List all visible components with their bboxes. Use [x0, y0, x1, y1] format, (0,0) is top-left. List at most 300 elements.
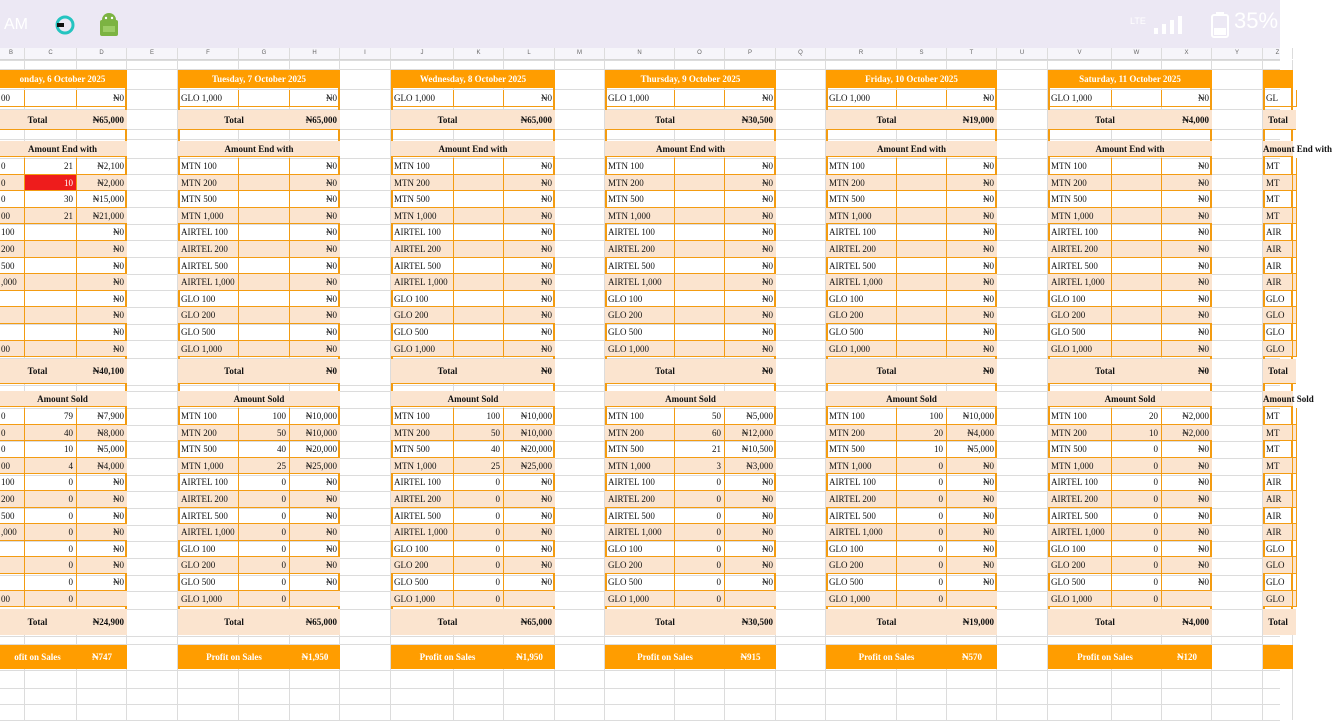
total-label[interactable]: Total	[391, 359, 504, 384]
item-name-cell[interactable]: GLO 500	[391, 324, 454, 341]
item-name-cell[interactable]: GLO 500	[178, 574, 239, 591]
quantity-cell[interactable]	[239, 324, 290, 341]
amount-cell[interactable]: ₦0	[725, 474, 776, 491]
total-value[interactable]: ₦4,000	[1162, 609, 1212, 635]
quantity-cell[interactable]	[675, 175, 725, 192]
item-name-cell[interactable]: GLO 200	[826, 557, 897, 574]
quantity-cell[interactable]	[454, 208, 504, 225]
quantity-cell[interactable]: 0	[897, 508, 947, 525]
item-name-cell[interactable]: AIRTEL 200	[391, 491, 454, 508]
total-value[interactable]: ₦30,500	[725, 110, 776, 130]
item-name-cell[interactable]: AIR	[1263, 491, 1293, 508]
item-name-cell[interactable]: AIRTEL 500	[605, 258, 675, 275]
amount-cell[interactable]: ₦0	[504, 258, 555, 275]
amount-cell[interactable]: ₦0	[290, 524, 340, 541]
amount-cell[interactable]: ₦0	[77, 474, 127, 491]
quantity-cell[interactable]: 0	[1112, 458, 1162, 475]
amount-cell[interactable]: ₦0	[504, 191, 555, 208]
amount-cell[interactable]: ₦10,000	[504, 425, 555, 442]
quantity-cell[interactable]: 0	[454, 491, 504, 508]
amount-cell[interactable]: ₦0	[1162, 191, 1212, 208]
amount-cell[interactable]: ₦0	[725, 574, 776, 591]
total-label[interactable]: Total	[0, 110, 77, 130]
item-name-cell[interactable]: MTN 500	[605, 191, 675, 208]
amount-cell[interactable]: ₦0	[1162, 208, 1212, 225]
amount-cell[interactable]: ₦0	[947, 557, 997, 574]
item-name-cell[interactable]: GLO 100	[178, 291, 239, 308]
total-label[interactable]: Total	[605, 359, 725, 384]
quantity-cell[interactable]	[239, 258, 290, 275]
column-letter-d[interactable]: D	[77, 48, 127, 59]
amount-cell[interactable]: ₦0	[1162, 574, 1212, 591]
quantity-cell[interactable]	[25, 324, 77, 341]
amount-cell[interactable]: ₦7,900	[77, 408, 127, 425]
quantity-cell[interactable]	[25, 341, 77, 358]
amount-cell[interactable]: ₦0	[1162, 158, 1212, 175]
quantity-cell[interactable]	[454, 307, 504, 324]
quantity-cell[interactable]	[1112, 307, 1162, 324]
section-header-amount-sold[interactable]: Amount Sold	[1263, 391, 1293, 407]
section-header-amount-end-with[interactable]: Amount End with	[605, 141, 776, 157]
total-value[interactable]: ₦19,000	[947, 609, 997, 635]
profit-on-sales-value[interactable]: ₦915	[725, 645, 776, 669]
quantity-cell[interactable]: 0	[1112, 524, 1162, 541]
quantity-cell[interactable]	[239, 307, 290, 324]
item-name-cell[interactable]: 0	[0, 408, 25, 425]
quantity-cell[interactable]: 10	[897, 441, 947, 458]
total-value[interactable]: ₦24,900	[77, 609, 127, 635]
item-name-cell[interactable]: MT	[1263, 458, 1293, 475]
quantity-cell[interactable]: 21	[675, 441, 725, 458]
amount-cell[interactable]	[1293, 191, 1296, 208]
amount-cell[interactable]: ₦0	[725, 175, 776, 192]
item-name-cell[interactable]: GL	[1263, 90, 1293, 107]
total-value[interactable]: ₦40,100	[77, 359, 127, 384]
total-label[interactable]: Total	[605, 609, 725, 635]
quantity-cell[interactable]	[897, 241, 947, 258]
item-name-cell[interactable]: AIRTEL 500	[826, 258, 897, 275]
amount-cell[interactable]	[1293, 208, 1296, 225]
quantity-cell[interactable]: 4	[25, 458, 77, 475]
amount-cell[interactable]: ₦0	[504, 574, 555, 591]
item-name-cell[interactable]: AIR	[1263, 474, 1293, 491]
amount-cell[interactable]: ₦12,000	[725, 425, 776, 442]
amount-cell[interactable]: ₦0	[77, 291, 127, 308]
amount-cell[interactable]: ₦0	[1162, 175, 1212, 192]
item-name-cell[interactable]: MTN 1,000	[391, 208, 454, 225]
total-value[interactable]: ₦0	[725, 359, 776, 384]
amount-cell[interactable]	[504, 591, 555, 608]
item-name-cell[interactable]: MTN 100	[391, 408, 454, 425]
amount-cell[interactable]	[1293, 508, 1296, 525]
item-name-cell[interactable]: 500	[0, 508, 25, 525]
quantity-cell[interactable]	[897, 90, 947, 107]
item-name-cell[interactable]: GLO 1,000	[178, 591, 239, 608]
quantity-cell[interactable]: 0	[454, 541, 504, 558]
amount-cell[interactable]: ₦0	[1162, 291, 1212, 308]
amount-cell[interactable]: ₦0	[290, 341, 340, 358]
item-name-cell[interactable]: MTN 500	[178, 191, 239, 208]
amount-cell[interactable]: ₦0	[947, 191, 997, 208]
item-name-cell[interactable]: GLO 100	[178, 541, 239, 558]
amount-cell[interactable]: ₦10,000	[504, 408, 555, 425]
quantity-cell[interactable]: 0	[1112, 557, 1162, 574]
item-name-cell[interactable]: MTN 1,000	[605, 458, 675, 475]
item-name-cell[interactable]: AIRTEL 500	[391, 258, 454, 275]
item-name-cell[interactable]: GLO 200	[391, 307, 454, 324]
amount-cell[interactable]: ₦0	[947, 474, 997, 491]
item-name-cell[interactable]: 00	[0, 591, 25, 608]
column-letter-i[interactable]: I	[340, 48, 391, 59]
item-name-cell[interactable]: AIRTEL 100	[178, 224, 239, 241]
amount-cell[interactable]: ₦0	[1162, 524, 1212, 541]
quantity-cell[interactable]	[675, 241, 725, 258]
item-name-cell[interactable]: GLO 200	[826, 307, 897, 324]
item-name-cell[interactable]: AIR	[1263, 241, 1293, 258]
total-value[interactable]: ₦65,000	[290, 609, 340, 635]
amount-cell[interactable]	[1293, 291, 1296, 308]
day-title[interactable]: Tuesday, 7 October 2025	[178, 70, 340, 88]
item-name-cell[interactable]: 200	[0, 241, 25, 258]
quantity-cell[interactable]: 0	[239, 541, 290, 558]
item-name-cell[interactable]: GLO	[1263, 341, 1293, 358]
total-label[interactable]: Total	[1263, 359, 1293, 384]
quantity-cell[interactable]	[239, 208, 290, 225]
quantity-cell[interactable]	[675, 291, 725, 308]
quantity-cell[interactable]	[25, 274, 77, 291]
quantity-cell[interactable]: 50	[239, 425, 290, 442]
amount-cell[interactable]: ₦0	[947, 175, 997, 192]
quantity-cell[interactable]: 25	[454, 458, 504, 475]
profit-on-sales-value[interactable]: ₦1,950	[504, 645, 555, 669]
item-name-cell[interactable]: AIRTEL 500	[1048, 258, 1112, 275]
amount-cell[interactable]: ₦0	[504, 274, 555, 291]
item-name-cell[interactable]: MTN 200	[178, 175, 239, 192]
item-name-cell[interactable]: GLO 1,000	[391, 341, 454, 358]
item-name-cell[interactable]: GLO 500	[605, 324, 675, 341]
item-name-cell[interactable]: AIRTEL 100	[391, 224, 454, 241]
quantity-cell[interactable]: 0	[25, 508, 77, 525]
column-letter-k[interactable]: K	[454, 48, 504, 59]
amount-cell[interactable]	[1293, 324, 1296, 341]
item-name-cell[interactable]: MTN 100	[826, 408, 897, 425]
quantity-cell[interactable]: 0	[239, 557, 290, 574]
item-name-cell[interactable]: AIRTEL 1,000	[178, 274, 239, 291]
amount-cell[interactable]: ₦20,000	[504, 441, 555, 458]
amount-cell[interactable]: ₦10,000	[290, 425, 340, 442]
profit-on-sales-value[interactable]: ₦570	[947, 645, 997, 669]
profit-on-sales-label[interactable]	[1263, 645, 1293, 669]
section-header-amount-end-with[interactable]: Amount End with	[1048, 141, 1212, 157]
item-name-cell[interactable]	[0, 324, 25, 341]
item-name-cell[interactable]: AIRTEL 1,000	[391, 274, 454, 291]
amount-cell[interactable]: ₦0	[1162, 274, 1212, 291]
amount-cell[interactable]: ₦0	[290, 541, 340, 558]
amount-cell[interactable]	[1293, 408, 1296, 425]
amount-cell[interactable]: ₦0	[504, 508, 555, 525]
amount-cell[interactable]	[1293, 591, 1296, 608]
amount-cell[interactable]: ₦0	[1162, 441, 1212, 458]
amount-cell[interactable]: ₦0	[290, 274, 340, 291]
quantity-cell[interactable]	[239, 158, 290, 175]
amount-cell[interactable]: ₦0	[290, 307, 340, 324]
quantity-cell[interactable]	[675, 324, 725, 341]
quantity-cell[interactable]: 50	[675, 408, 725, 425]
total-value[interactable]	[1293, 359, 1296, 384]
amount-cell[interactable]: ₦0	[947, 574, 997, 591]
column-letter-b[interactable]: B	[0, 48, 25, 59]
quantity-cell[interactable]: 0	[454, 474, 504, 491]
item-name-cell[interactable]: GLO 1,000	[826, 341, 897, 358]
total-value[interactable]: ₦65,000	[504, 110, 555, 130]
amount-cell[interactable]: ₦4,000	[947, 425, 997, 442]
amount-cell[interactable]: ₦0	[290, 208, 340, 225]
quantity-cell[interactable]	[239, 175, 290, 192]
total-value[interactable]: ₦65,000	[77, 110, 127, 130]
item-name-cell[interactable]: GLO 1,000	[1048, 341, 1112, 358]
amount-cell[interactable]: ₦0	[504, 208, 555, 225]
item-name-cell[interactable]: 0	[0, 441, 25, 458]
amount-cell[interactable]: ₦0	[290, 291, 340, 308]
quantity-cell[interactable]	[25, 291, 77, 308]
amount-cell[interactable]: ₦0	[77, 491, 127, 508]
amount-cell[interactable]: ₦0	[504, 224, 555, 241]
quantity-cell[interactable]	[454, 291, 504, 308]
amount-cell[interactable]: ₦0	[947, 158, 997, 175]
quantity-cell[interactable]	[897, 191, 947, 208]
item-name-cell[interactable]: AIRTEL 100	[1048, 224, 1112, 241]
item-name-cell[interactable]: 500	[0, 258, 25, 275]
quantity-cell[interactable]	[897, 291, 947, 308]
quantity-cell[interactable]	[25, 307, 77, 324]
quantity-cell[interactable]	[675, 274, 725, 291]
item-name-cell[interactable]: MTN 1,000	[178, 208, 239, 225]
total-label[interactable]: Total	[0, 609, 77, 635]
quantity-cell[interactable]: 0	[675, 557, 725, 574]
amount-cell[interactable]: ₦25,000	[290, 458, 340, 475]
amount-cell[interactable]	[1293, 341, 1296, 358]
quantity-cell[interactable]: 0	[675, 541, 725, 558]
item-name-cell[interactable]: MTN 1,000	[391, 458, 454, 475]
quantity-cell[interactable]	[897, 324, 947, 341]
amount-cell[interactable]: ₦0	[1162, 508, 1212, 525]
quantity-cell[interactable]: 0	[1112, 541, 1162, 558]
item-name-cell[interactable]: 00	[0, 341, 25, 358]
column-letter-q[interactable]: Q	[776, 48, 826, 59]
amount-cell[interactable]: ₦0	[290, 158, 340, 175]
item-name-cell[interactable]: AIRTEL 100	[391, 474, 454, 491]
item-name-cell[interactable]: GLO 500	[178, 324, 239, 341]
item-name-cell[interactable]: AIRTEL 100	[605, 224, 675, 241]
quantity-cell[interactable]	[454, 158, 504, 175]
quantity-cell[interactable]	[675, 90, 725, 107]
item-name-cell[interactable]: MT	[1263, 208, 1293, 225]
item-name-cell[interactable]: MT	[1263, 441, 1293, 458]
column-letter-x[interactable]: X	[1162, 48, 1212, 59]
amount-cell[interactable]: ₦0	[947, 258, 997, 275]
quantity-cell[interactable]	[1112, 241, 1162, 258]
quantity-cell[interactable]: 50	[454, 425, 504, 442]
amount-cell[interactable]: ₦5,000	[77, 441, 127, 458]
quantity-cell[interactable]: 100	[454, 408, 504, 425]
item-name-cell[interactable]: GLO 500	[1048, 574, 1112, 591]
amount-cell[interactable]: ₦0	[947, 458, 997, 475]
item-name-cell[interactable]: MTN 1,000	[826, 208, 897, 225]
quantity-cell[interactable]	[897, 175, 947, 192]
item-name-cell[interactable]: AIRTEL 100	[826, 224, 897, 241]
item-name-cell[interactable]: GLO	[1263, 591, 1293, 608]
item-name-cell[interactable]: MTN 200	[1048, 175, 1112, 192]
item-name-cell[interactable]: GLO 100	[605, 291, 675, 308]
item-name-cell[interactable]: MTN 500	[605, 441, 675, 458]
quantity-cell[interactable]: 0	[1112, 574, 1162, 591]
column-letter-o[interactable]: O	[675, 48, 725, 59]
quantity-cell[interactable]	[1112, 291, 1162, 308]
quantity-cell[interactable]	[239, 274, 290, 291]
item-name-cell[interactable]: MT	[1263, 425, 1293, 442]
amount-cell[interactable]	[1293, 557, 1296, 574]
item-name-cell[interactable]	[0, 557, 25, 574]
amount-cell[interactable]: ₦3,000	[725, 458, 776, 475]
amount-cell[interactable]: ₦0	[947, 491, 997, 508]
section-header-amount-sold[interactable]: Amount Sold	[0, 391, 127, 407]
quantity-cell[interactable]: 0	[897, 474, 947, 491]
item-name-cell[interactable]: MTN 100	[1048, 408, 1112, 425]
item-name-cell[interactable]: MTN 500	[826, 191, 897, 208]
quantity-cell[interactable]: 0	[25, 491, 77, 508]
total-label[interactable]: Total	[391, 110, 504, 130]
item-name-cell[interactable]: MTN 100	[826, 158, 897, 175]
column-letter-s[interactable]: S	[897, 48, 947, 59]
total-value[interactable]: ₦65,000	[290, 110, 340, 130]
amount-cell[interactable]	[1293, 458, 1296, 475]
item-name-cell[interactable]: MTN 200	[391, 175, 454, 192]
total-value[interactable]	[1293, 110, 1296, 130]
amount-cell[interactable]: ₦0	[947, 508, 997, 525]
amount-cell[interactable]: ₦15,000	[77, 191, 127, 208]
amount-cell[interactable]: ₦0	[947, 324, 997, 341]
quantity-cell[interactable]	[454, 90, 504, 107]
item-name-cell[interactable]: MTN 200	[826, 425, 897, 442]
item-name-cell[interactable]: AIR	[1263, 258, 1293, 275]
amount-cell[interactable]: ₦21,000	[77, 208, 127, 225]
column-letter-c[interactable]: C	[25, 48, 77, 59]
item-name-cell[interactable]: AIRTEL 1,000	[826, 274, 897, 291]
item-name-cell[interactable]: GLO	[1263, 291, 1293, 308]
amount-cell[interactable]: ₦0	[290, 574, 340, 591]
item-name-cell[interactable]: MTN 500	[1048, 191, 1112, 208]
column-letter-f[interactable]: F	[178, 48, 239, 59]
quantity-cell[interactable]	[1112, 158, 1162, 175]
quantity-cell[interactable]: 0	[897, 591, 947, 608]
total-value[interactable]	[1293, 609, 1296, 635]
amount-cell[interactable]	[1162, 591, 1212, 608]
quantity-cell[interactable]: 0	[675, 491, 725, 508]
amount-cell[interactable]: ₦0	[947, 541, 997, 558]
amount-cell[interactable]: ₦0	[1162, 541, 1212, 558]
amount-cell[interactable]: ₦0	[1162, 341, 1212, 358]
quantity-cell[interactable]: 0	[1112, 474, 1162, 491]
quantity-cell[interactable]: 0	[897, 491, 947, 508]
quantity-cell[interactable]: 10	[25, 441, 77, 458]
quantity-cell[interactable]: 100	[239, 408, 290, 425]
day-title[interactable]: Saturday, 11 October 2025	[1048, 70, 1212, 88]
amount-cell[interactable]: ₦0	[947, 90, 997, 107]
profit-on-sales-value[interactable]: ₦747	[77, 645, 127, 669]
quantity-cell[interactable]: 20	[1112, 408, 1162, 425]
column-letter-e[interactable]: E	[127, 48, 178, 59]
total-label[interactable]: Total	[178, 359, 290, 384]
amount-cell[interactable]	[1293, 224, 1296, 241]
profit-on-sales-label[interactable]: Profit on Sales	[178, 645, 290, 669]
amount-cell[interactable]: ₦0	[77, 557, 127, 574]
item-name-cell[interactable]: GLO 200	[178, 557, 239, 574]
quantity-cell[interactable]	[454, 341, 504, 358]
item-name-cell[interactable]: MT	[1263, 191, 1293, 208]
amount-cell[interactable]: ₦5,000	[947, 441, 997, 458]
amount-cell[interactable]: ₦0	[725, 491, 776, 508]
amount-cell[interactable]: ₦0	[77, 324, 127, 341]
quantity-cell[interactable]	[239, 341, 290, 358]
amount-cell[interactable]: ₦0	[290, 491, 340, 508]
item-name-cell[interactable]: AIRTEL 500	[178, 258, 239, 275]
item-name-cell[interactable]: GLO 100	[391, 291, 454, 308]
amount-cell[interactable]: ₦0	[77, 258, 127, 275]
amount-cell[interactable]: ₦0	[504, 474, 555, 491]
quantity-cell[interactable]	[1112, 208, 1162, 225]
amount-cell[interactable]: ₦10,000	[290, 408, 340, 425]
item-name-cell[interactable]: MTN 100	[391, 158, 454, 175]
amount-cell[interactable]: ₦0	[725, 90, 776, 107]
item-name-cell[interactable]: GLO 500	[1048, 324, 1112, 341]
amount-cell[interactable]	[1293, 241, 1296, 258]
item-name-cell[interactable]: AIRTEL 500	[391, 508, 454, 525]
item-name-cell[interactable]: MTN 100	[605, 408, 675, 425]
item-name-cell[interactable]: 0	[0, 175, 25, 192]
amount-cell[interactable]: ₦0	[290, 191, 340, 208]
quantity-cell[interactable]	[239, 241, 290, 258]
item-name-cell[interactable]: AIRTEL 1,000	[605, 524, 675, 541]
amount-cell[interactable]: ₦0	[725, 341, 776, 358]
quantity-cell[interactable]	[1112, 274, 1162, 291]
item-name-cell[interactable]: AIR	[1263, 524, 1293, 541]
item-name-cell[interactable]: AIRTEL 200	[178, 491, 239, 508]
total-value[interactable]: ₦0	[947, 359, 997, 384]
total-label[interactable]: Total	[1263, 110, 1293, 130]
amount-cell[interactable]: ₦0	[504, 175, 555, 192]
quantity-cell[interactable]	[239, 90, 290, 107]
item-name-cell[interactable]: AIRTEL 200	[178, 241, 239, 258]
section-header-amount-end-with[interactable]: Amount End with	[1263, 141, 1293, 157]
section-header-amount-sold[interactable]: Amount Sold	[391, 391, 555, 407]
item-name-cell[interactable]: MTN 200	[1048, 425, 1112, 442]
profit-on-sales-label[interactable]: Profit on Sales	[605, 645, 725, 669]
amount-cell[interactable]: ₦2,000	[77, 175, 127, 192]
item-name-cell[interactable]: MT	[1263, 158, 1293, 175]
quantity-cell[interactable]: 0	[25, 591, 77, 608]
quantity-cell[interactable]: 0	[897, 458, 947, 475]
amount-cell[interactable]: ₦0	[947, 208, 997, 225]
total-label[interactable]: Total	[1048, 110, 1162, 130]
quantity-cell[interactable]: 0	[897, 557, 947, 574]
item-name-cell[interactable]: MTN 200	[605, 425, 675, 442]
quantity-cell[interactable]: 21	[25, 208, 77, 225]
item-name-cell[interactable]: MTN 100	[178, 158, 239, 175]
quantity-cell[interactable]	[25, 241, 77, 258]
quantity-cell[interactable]: 0	[25, 524, 77, 541]
total-label[interactable]: Total	[178, 110, 290, 130]
section-header-amount-end-with[interactable]: Amount End with	[0, 141, 127, 157]
